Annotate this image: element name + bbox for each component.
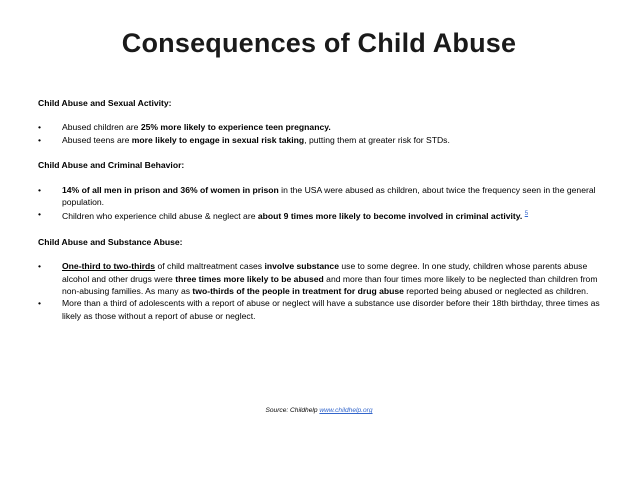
bullet-marker: • <box>38 298 42 309</box>
bullet-text: reported being abused or neglected as children. <box>403 285 589 296</box>
bullet-text: in the USA were abused as children, about twice the frequency seen in the general population. <box>62 184 596 208</box>
bullet-text: two-thirds of the people in treatment for drug abuse <box>192 285 404 296</box>
bullet-item <box>38 184 608 209</box>
bullet-item <box>38 208 608 222</box>
bullet-text: and more than four times more likely to be neglected than children from non-abusing families. As many as <box>62 273 598 296</box>
slide-content <box>38 97 608 322</box>
slide-title: Consequences of Child Abuse <box>121 28 517 58</box>
bullet-text: of child maltreatment cases <box>155 261 265 272</box>
bullet-marker: • <box>38 122 42 133</box>
bullet-item <box>38 121 608 133</box>
bullet-text: Children who experience child abuse & neglect are <box>62 211 258 222</box>
bullet-text: 25% more likely to experience teen pregnancy. <box>140 122 331 133</box>
bullet-text: , putting them at greater risk for STDs. <box>304 134 450 145</box>
bullet-text: More than a third of adolescents with a report of abuse or neglect will have a substance use disorder before their 18th birthday, three times as likely as those without a report of abuse or neglect. <box>62 298 600 321</box>
bullet-marker: • <box>38 209 42 220</box>
bullet-text: three times more likely to be abused <box>175 273 324 284</box>
bullet-text: Abused teens are <box>62 134 132 145</box>
bullet-text: more likely to engage in sexual risk taking <box>131 134 305 145</box>
bullet-text: Abused children are <box>62 122 141 133</box>
section-heading-substance-abuse: Child Abuse and Substance Abuse: <box>38 236 183 247</box>
footnote-ref[interactable]: 5 <box>524 211 529 218</box>
source-prefix: Source: Childhelp <box>265 407 320 414</box>
bullet-marker: • <box>38 261 42 272</box>
bullet-text: use to some degree. In one study, children whose parents abuse alcohol and other drugs were <box>62 261 588 284</box>
bullet-item <box>38 297 608 322</box>
bullet-text: 14% of all men in prison and 36% of women in prison <box>62 184 279 195</box>
section-heading-criminal-behavior: Child Abuse and Criminal Behavior: <box>38 160 185 171</box>
bullet-text: about 9 times more likely to become involved in criminal activity. <box>257 211 523 222</box>
bullet-text: One-third to two-thirds <box>62 261 156 272</box>
bullet-item <box>38 260 608 297</box>
bullet-item <box>38 134 608 146</box>
section-heading-sexual-activity: Child Abuse and Sexual Activity: <box>38 98 172 108</box>
bullet-marker: • <box>38 134 42 145</box>
source-citation <box>0 407 638 414</box>
bullet-text: involve substance <box>264 261 339 272</box>
bullet-marker: • <box>38 184 42 195</box>
source-link[interactable]: www.childhelp.org <box>319 407 373 414</box>
